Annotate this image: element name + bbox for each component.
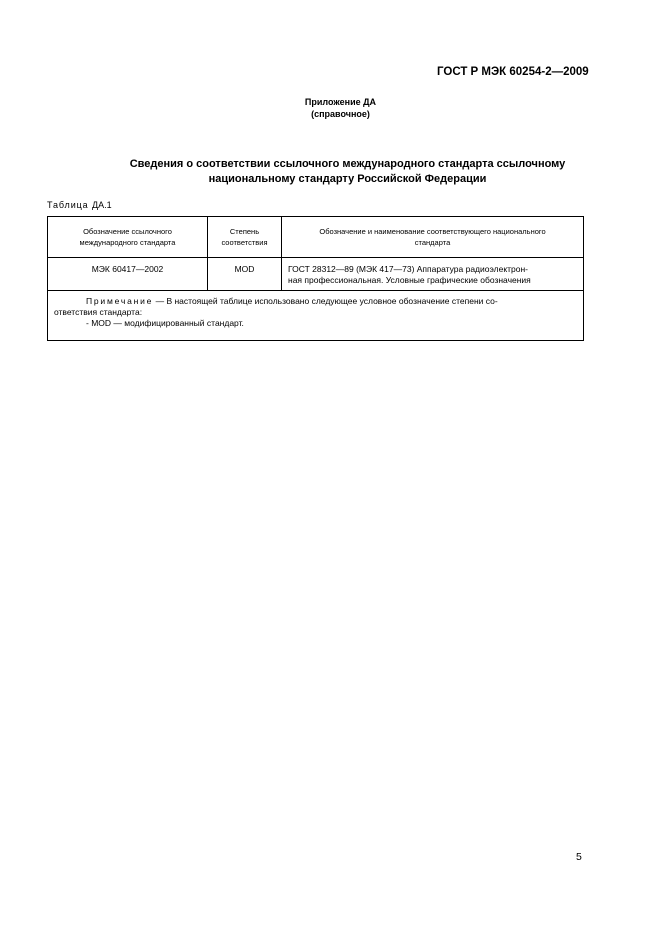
annex-title: Приложение ДА [304,97,377,107]
table-note-row [48,291,584,341]
note-item: - MOD — модифицированный стандарт. [86,318,244,328]
heading-line-1: Сведения о соответствии ссылочного международного стандарта ссылочному [129,158,566,170]
table-row [48,258,584,291]
table-caption-word: Таблица [47,200,89,210]
annex-title-block [0,96,661,120]
cell-conformity [208,258,282,291]
header-intl-standard [48,217,208,258]
section-heading [0,157,661,187]
header-col3-line2: стандарта [414,238,451,247]
note-label: Примечание [86,296,154,306]
cell-national-standard [282,258,584,291]
header-conformity [208,217,282,258]
note-text-line-2: ответствия стандарта: [54,307,143,317]
table-header-row [48,217,584,258]
note-paragraph [54,296,577,307]
note-text-line-1: — В настоящей таблице использовано следующее условное обозначение степени со- [155,296,498,306]
header-col1-line1: Обозначение ссылочного [83,227,172,236]
header-col1-line2: международного стандарта [79,238,176,247]
table-note [48,291,584,341]
conformity-value: MOD [234,264,255,274]
document-code: ГОСТ Р МЭК 60254-2—2009 [437,66,589,78]
national-standard-line-1: ГОСТ 28312—89 (МЭК 417—73) Аппаратура радиоэлектрон- [288,264,529,274]
header-col3-line1: Обозначение и наименование соответствующего национального [319,227,546,236]
national-standard-line-2: ная профессиональная. Условные графические обозначения [288,275,531,285]
header-national-standard [282,217,584,258]
header-col2-line2: соответствия [221,238,268,247]
header-col2-line1: Степень [229,227,260,236]
intl-standard-value: МЭК 60417—2002 [91,264,164,274]
heading-line-2: национальному стандарту Российской Федерации [208,173,487,185]
national-standard-value [282,258,583,286]
annex-type: (справочное) [311,109,370,119]
table-caption-number: ДА.1 [92,200,112,210]
cell-intl-standard [48,258,208,291]
table-caption [47,200,112,210]
page-number: 5 [576,851,582,863]
conformity-table [47,216,584,341]
